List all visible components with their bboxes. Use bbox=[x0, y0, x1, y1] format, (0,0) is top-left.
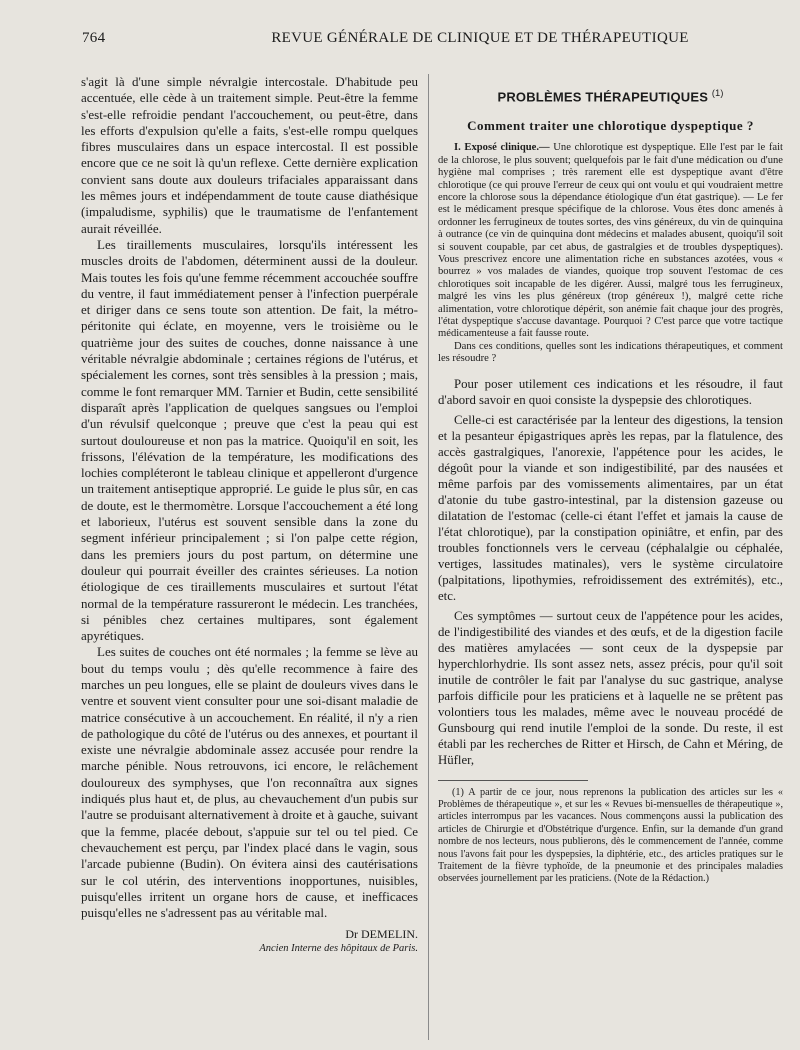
expose-lead: I. Exposé clinique.— bbox=[454, 142, 550, 154]
paragraph-muscular-pain: Les tiraillements musculaires, lorsqu'ils intéressent les muscles droits de l'abdomen, déterminent aussi de la douleur. Mais toutes les fois qu'une femme récemment accouchée souffre du ventre, il faut immédiatement penser à l'infection puerpérale et diriger dans ce sens toute son attention. De fait, la métro-péritonite qui éclate, en moyenne, vers le troisième ou le quatrième jour des suites de couches, donne naissance à une véritable névralgie abdominale ; certaines régions de l'utérus, et spécialement les cornes, sont très sensibles à la pression ; mais, comme le font remarquer MM. Tarnier et Budin, cette sensibilité disparaît après l'application de quelques sangsues ou l'emploi d'un révulsif quelconque ; preuve que c'est la peau qui est surtout douloureuse et non pas la matrice. Quoiqu'il en soit, les frissons, l'élévation de la température, les modifications des lochies compléteront le tableau clinique et appelleront d'urgence un traitement antiseptique approprié. Le guide le plus sûr, en cas de doute, est le thermomètre. Lorsque l'accouchement a été long et laborieux, l'utérus est souvent sensible dans la zone du segment inférieur principalement ; si l'on palpe cette région, dans les premiers jours du post partum, on détermine une douleur qui pourrait éveiller des craintes sérieuses. La notion étiologique de ces tiraillements musculaires et surtout l'état normal de la température rassureront le médecin. Les tranchées, si pénibles chez certaines multipares, sont également apyrétiques. bbox=[81, 236, 418, 644]
expose-clinique bbox=[438, 142, 783, 341]
paragraph-postpartum: Les suites de couches ont été normales ; la femme se lève au bout du temps voulu ; dès qu'elle recommence à faire des marches un peu longues, elle se plaint de douleurs vives dans le ventre et souvent vient consulter pour une soi-disant maladie de matrice consécutive à un accouchement. En réalité, il n'y a rien de pathologique du côté de l'utérus ou des annexes, et pourtant il existe une névralgie abdominale assez accusée pour rendre la marche pénible. Nous retrouvons, ici encore, le relâchement douloureux des symphyses, que l'on reconnaîtra aux signes indiqués plus haut et, de plus, au chevauchement d'un pubis sur l'autre se produisant alternativement à droite et à gauche, suivant que la femme, placée debout, s'appuie sur tel ou tel pied. Ce chevauchement est perçu, par l'index placé dans le vagin, sous l'arcade pubienne (Budin). On évitera ainsi des cautérisations sur le col utérin, des interventions inopportunes, nuisibles, puisqu'elles irritent un organe hors de cause, et inefficaces puisqu'elles ne s'adressent pas au véritable mal. bbox=[81, 644, 418, 921]
paragraph-symptoms: Celle-ci est caractérisée par la lenteur des digestions, la tension et la pesanteur épigastriques après les repas, par la flatulence, des accès gastralgiques, l'anorexie, l'appétence pour les acides, le dégoût pour la viande et son indigestibilité, par des nausées et même parfois par des vomissements alimentaires, par un état d'atonie du tube gastro-intestinal, par la distension gazeuse ou dilatation de l'estomac (celle-ci étant l'effet et jamais la cause de l'état chlorotique), par la constipation opiniâtre, et enfin, par des troubles fonctionnels vers le cerveau (céphalalgie ou céphalée, vertiges, lassitudes matinales), vers le système circulatoire (palpitations, lipothymies, refroidissement des extrémités), etc., etc. bbox=[438, 412, 783, 603]
expose-text: Une chlorotique est dyspeptique. Elle l'est par le fait de la chlorose, le plus souvent; quelquefois par le fait d'une médication ou d'une hygiène mal comprises ; très rarement elle est dyspeptique avant d'être chlorotique (ce qui prouve l'erreur de ceux qui ont voulu et qui voudraient mettre encore la chlorose sous la dépendance étiologique d'un état gastrique). — Le fer est le médicament presque spécifique de la chlorose. Vous êtes donc amenés à ordonner les ferrugineux de toutes sortes, des vins généreux, du vin de quinquina à outrance (ce vin de quinquina dont médecins et malades abusent, quoiqu'il soit si souvent coupable, par cet abus, de gastralgies et de troubles dyspeptiques). Vous prescrivez encore une alimentation riche en substances azotées, vous « bourrez » vos malades de viandes, quoique trop souvent l'estomac de ces chlorotiques soit incapable de les digérer. Aussi, malgré tous les ferrugineux, malgré les vins les plus généreux (trop généreux !), malgré cette riche alimentation, votre chlorotique dépérit, son anémie fait chaque jour des progrès, l'état dyspeptique s'accuse davantage. Pourquoi ? C'est parce que votre tactique médicamenteuse a fait fausse route. bbox=[438, 142, 783, 340]
author-title: Ancien Interne des hôpitaux de Paris. bbox=[259, 943, 418, 955]
page-number: 764 bbox=[82, 30, 106, 46]
author-signature: Dr DEMELIN. bbox=[345, 927, 418, 942]
paragraph-continuation: s'agit là d'une simple névralgie intercostale. D'habitude peu accentuée, elle cède à un traitement simple. Peut-être la femme s'est-elle refroidie pendant l'accouchement, ou peut-être, dans les efforts d'expulsion qu'elle a faits, s'est-elle rompu quelques fibres musculaires dans un espace intercostal. Il est possible encore que ce ne soit là qu'un reflexe. Cette dernière explication convient sans doute aux douleurs trifaciales apparaissant dans les mêmes jours et indépendamment de toute cause diathésique (impaludisme, syphilis) que le traumatisme de l'enfantement aurait réveillée. bbox=[81, 74, 418, 236]
running-head: REVUE GÉNÉRALE DE CLINIQUE ET DE THÉRAPEUTIQUE bbox=[271, 30, 689, 46]
paragraph-hyperchlorhydria: Ces symptômes — surtout ceux de l'appétence pour les acides, de l'indigestibilité des viandes et des œufs, et de la digestion facile des matières amylacées — sont ceux de la dyspepsie par hyperchlorhydrie. Ils sont assez nets, assez précis, pour qu'il soit inutile de contrôler le fait par l'analyse du suc gastrique, analyse parfois difficile pour les praticiens et à laquelle ne se prêtent pas volontiers tous les malades, même avec le nouveau procédé de Gunsbourg qui rend inutile l'emploi de la sonde. Du reste, il est établi par les recherches de Ritter et Hirsch, de Cahn et Méring, de Hüfler, bbox=[438, 608, 783, 767]
section-title-text: PROBLÈMES THÉRAPEUTIQUES bbox=[497, 89, 709, 105]
footnote-mark: (1) bbox=[711, 88, 724, 98]
paragraph-indications: Pour poser utilement ces indications et les résoudre, il faut d'abord savoir en quoi consiste la dyspepsie des chlorotiques. bbox=[438, 376, 783, 407]
column-divider bbox=[428, 74, 429, 1040]
left-column bbox=[81, 74, 418, 954]
article-title: Comment traiter une chlorotique dyspeptique ? bbox=[467, 118, 754, 134]
expose-question: Dans ces conditions, quelles sont les indications thérapeutiques, et comment les résoudre ? bbox=[438, 340, 783, 365]
footnote: (1) A partir de ce jour, nous reprenons la publication des articles sur les « Problèmes de thérapeutique », et sur les « Revues bi-mensuelles de thérapeutique », articles interrompus par les vacances. Nous commençons aussi la publication des articles de Chirurgie et d'Obstétrique d'urgence. Enfin, sur la demande d'un grand nombre de nos lecteurs, nous publierons, dès le commencement de l'année, comme nous l'avons fait pour les dyspepsies, la diphtérie, etc., des articles pratiques sur le Traitement de la fièvre typhoïde, de la pneumonie et des principales maladies observées journellement par les praticiens. (Note de la Rédaction.) bbox=[438, 786, 783, 885]
section-title bbox=[438, 88, 783, 104]
footnote-rule bbox=[438, 780, 588, 781]
right-column bbox=[438, 74, 783, 886]
page-header bbox=[50, 26, 790, 56]
